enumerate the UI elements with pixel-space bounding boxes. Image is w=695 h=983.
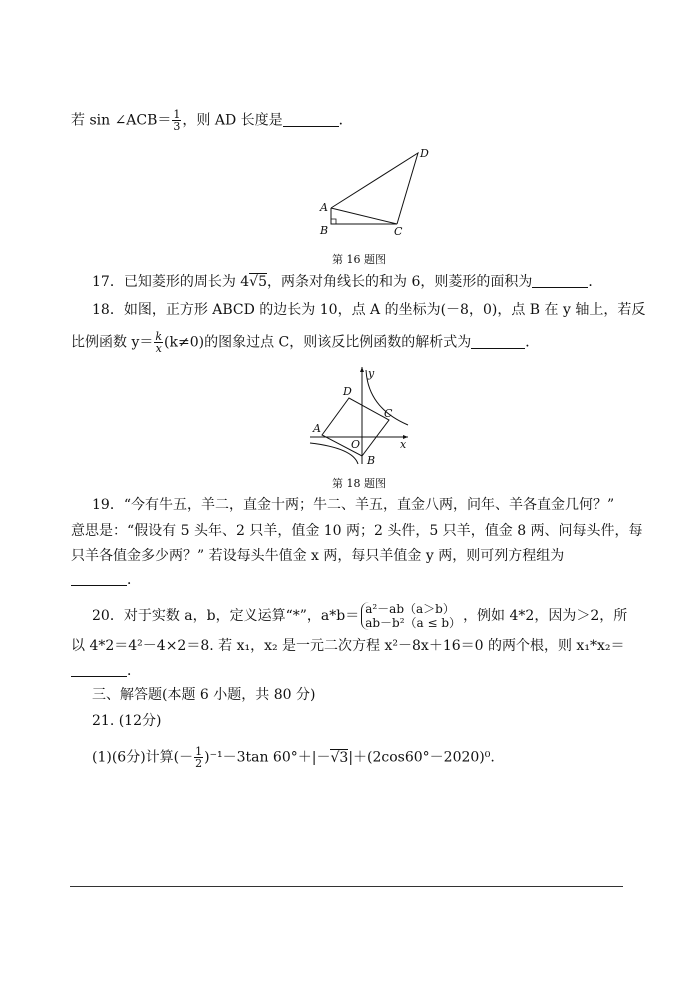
q19-line-1: 19．“今有牛五，羊二，直金十两；牛二、羊五，直金八两，问年、羊各直金几何？” (92, 497, 615, 513)
fig16-label-b: B (320, 224, 329, 237)
fig16-caption: 第 16 题图 (332, 253, 386, 266)
q16-answer-blank[interactable] (283, 112, 339, 127)
q18-fraction: $\frac{k}{x}$ (155, 330, 163, 355)
fig18-label-a: A (313, 422, 321, 435)
q17-answer-blank[interactable] (532, 273, 588, 288)
q16-prefix: 若 sin ∠ACB＝ (71, 112, 172, 129)
fig16-label-d: D (420, 147, 429, 160)
fig18-label-o: O (351, 438, 361, 451)
fig16-right-angle-mark (331, 219, 336, 224)
fig16-label-c: C (394, 225, 403, 238)
q19-answer-blank[interactable] (71, 571, 127, 586)
q18-line-1: 18．如图，正方形 ABCD 的边长为 10，点 A 的坐标为(－8，0)，点 B 在 y 轴上，若反 (92, 302, 646, 318)
q17-sqrt: √5 (249, 274, 268, 290)
q19-line-3: 只羊各值金多少两？” 若设每头牛值金 x 两，每只羊值金 y 两，则可列方程组为 (71, 548, 565, 564)
q20-piecewise: a²－ab（a＞b） ab－b²（a ≤ b） (361, 602, 461, 630)
figure-18 (308, 364, 418, 469)
q21-heading: 21. (12分) (92, 713, 162, 729)
fig18-label-c: C (384, 407, 393, 420)
q20-answer-blank[interactable] (71, 662, 127, 677)
q19-line-4: ． (71, 570, 141, 590)
q20-line-3: ． (71, 661, 141, 681)
fig18-label-y: y (368, 367, 375, 380)
q20-line-1: 20．对于实数 a，b，定义运算“*”，a*b＝ a²－ab（a＞b） ab－b²（a ≤ b） ，例如 4*2，因为＞2，所 (92, 602, 628, 630)
q16-mid: ，则 AD 长度是 (182, 112, 283, 129)
fig18-label-b: B (367, 454, 376, 467)
fig16-triangle-abc (331, 208, 397, 224)
fig18-label-d: D (343, 385, 352, 398)
q16-line: 若 sin ∠ACB＝ $\frac{1}{3}$ ，则 AD 长度是 ． (71, 108, 353, 133)
q21-sqrt: √3 (330, 749, 349, 766)
q16-fraction: $\frac{1}{3}$ (173, 108, 181, 133)
fig16-label-a: A (320, 201, 328, 214)
q17-line: 17．已知菱形的周长为 4√5，两条对角线长的和为 6，则菱形的面积为 ． (92, 274, 603, 290)
bottom-rule (70, 886, 623, 887)
q19-line-2: 意思是：“假设有 5 头年、2 只羊，值金 10 两；2 头件，5 只羊，值金 8 两、问每头件，每 (71, 523, 643, 539)
fig18-caption: 第 18 题图 (332, 477, 386, 490)
q21-fraction: $\frac{1}{2}$ (195, 745, 203, 770)
fig16-triangle-acd (331, 153, 418, 224)
q18-line-2: 比例函数 y＝ $\frac{k}{x}$ (k≠0)的图象过点 C，则该反比例函数的解析式为 ． (71, 330, 540, 355)
q18-answer-blank[interactable] (471, 334, 525, 349)
fig18-label-x: x (400, 438, 407, 451)
section-3-heading: 三、解答题(本题 6 小题，共 80 分) (92, 687, 316, 703)
q21-part1: (1)(6分)计算(－ $\frac{1}{2}$ )⁻¹－3tan 60°＋|－√3|＋(2cos60°－2020)⁰. (92, 745, 495, 770)
q20-line-2: 以 4*2＝4²－4×2＝8. 若 x₁，x₂ 是一元二次方程 x²－8x＋16＝0 的两个根，则 x₁*x₂＝ (71, 638, 625, 654)
figure-16 (310, 140, 440, 240)
